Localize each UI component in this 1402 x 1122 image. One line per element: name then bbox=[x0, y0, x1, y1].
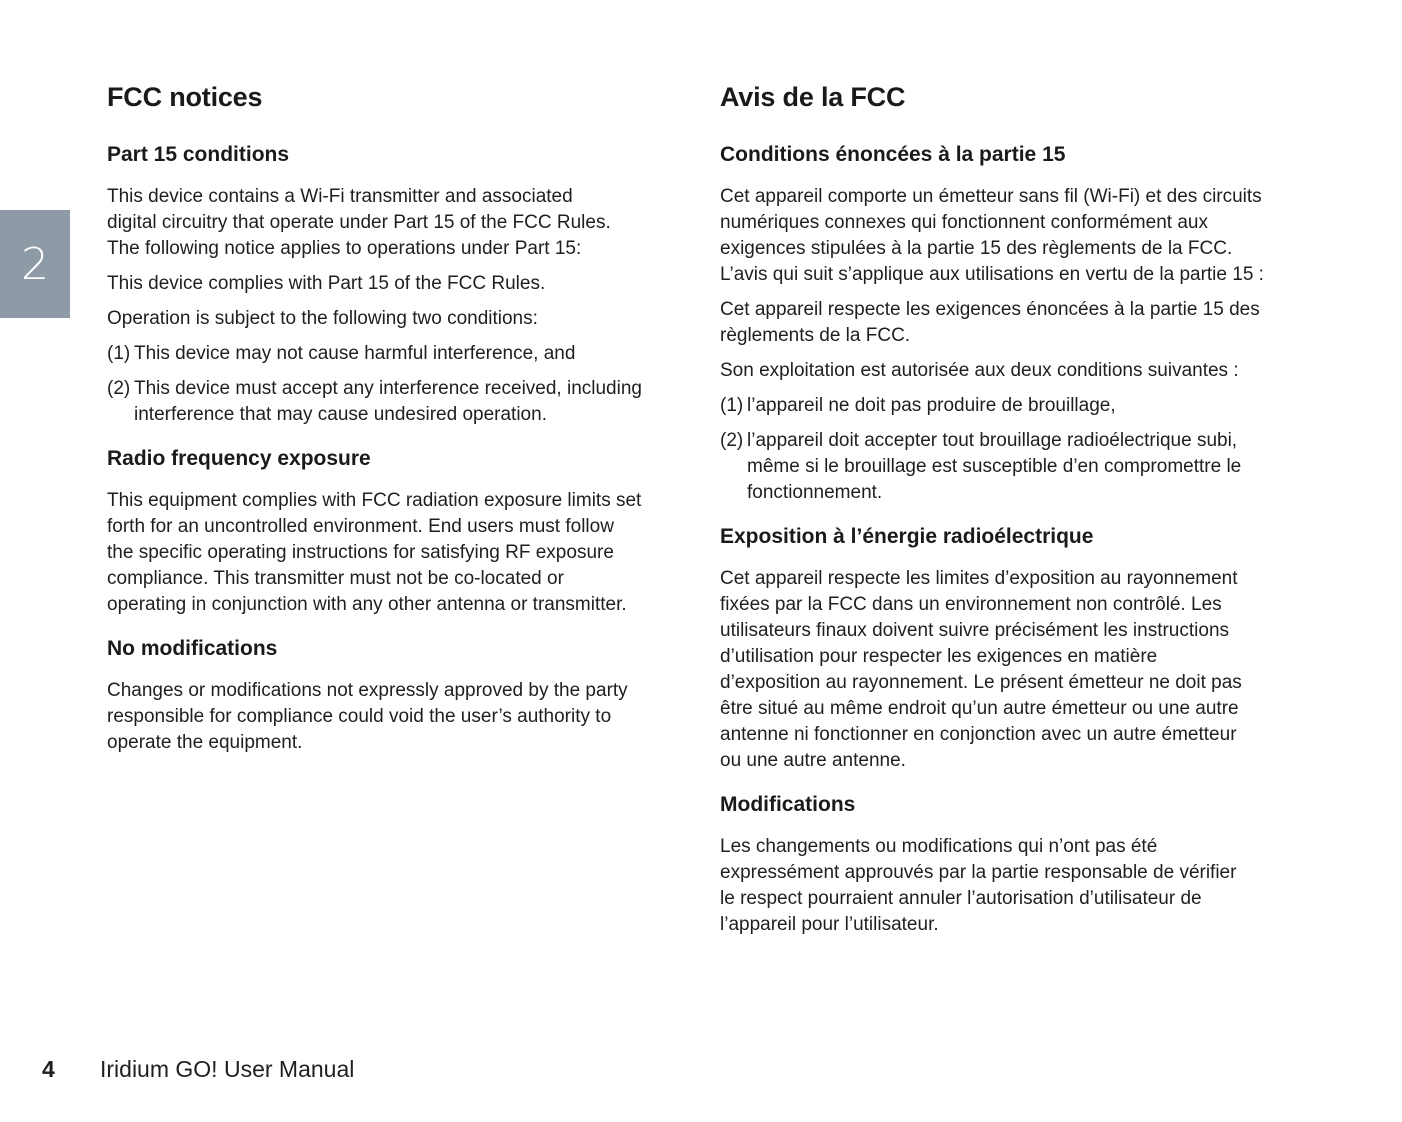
section-heading: No modifications bbox=[107, 637, 278, 660]
list-number: (1) bbox=[720, 395, 744, 416]
list-text: l’appareil ne doit pas produire de brouillage, bbox=[747, 395, 1116, 416]
section-modifications-fr bbox=[720, 792, 1320, 938]
section-heading: Part 15 conditions bbox=[107, 143, 290, 166]
list-item bbox=[107, 341, 692, 367]
list-number: (1) bbox=[107, 343, 131, 364]
french-column bbox=[720, 78, 1320, 956]
english-column bbox=[107, 78, 692, 774]
list-item bbox=[107, 376, 692, 428]
section-heading: Exposition à l’énergie radioélectrique bbox=[720, 525, 1094, 548]
list-item bbox=[720, 393, 1320, 419]
list-item bbox=[720, 428, 1320, 506]
paragraph: Cet appareil comporte un émetteur sans fil (Wi-Fi) et des circuits numériques connexes qui fonctionnent conformément aux exigences stipulées à la partie 15 des règlements de la FCC. L’avis qui suit s’applique aux utilisations en vertu de la partie 15 : bbox=[720, 186, 1264, 285]
chapter-tab: 2 bbox=[0, 210, 70, 318]
paragraph: Les changements ou modifications qui n’ont pas été expressément approuvés par la partie responsable de vérifier le respect pourraient annuler l’autorisation d’utilisateur de l’appareil pour l’utilisateur. bbox=[720, 836, 1237, 935]
page-footer bbox=[42, 1053, 354, 1085]
page-title-en: FCC notices bbox=[107, 82, 263, 112]
paragraph: This device complies with Part 15 of the FCC Rules. bbox=[107, 273, 546, 294]
section-no-modifications-en bbox=[107, 636, 692, 756]
list-text: This device must accept any interference received, including interference that may cause undesired operation. bbox=[134, 378, 642, 425]
section-heading: Modifications bbox=[720, 793, 856, 816]
paragraph: Cet appareil respecte les limites d’exposition au rayonnement fixées par la FCC dans un environnement non contrôlé. Les utilisateurs finaux doivent suivre précisément les instructions d’utilisation pour respecter les exigences en matière d’exposition au rayonnement. Le présent émetteur ne doit pas être situé au même endroit qu’un autre émetteur ou une autre antenne ni fonctionner en conjonction avec un autre émetteur ou une autre antenne. bbox=[720, 568, 1242, 771]
section-part15-en bbox=[107, 142, 692, 428]
paragraph: Changes or modifications not expressly approved by the party responsible for compliance could void the user’s authority to operate the equipment. bbox=[107, 680, 628, 753]
list-text: l’appareil doit accepter tout brouillage radioélectrique subi, même si le brouillage est susceptible d’en compromettre le fonctionnement. bbox=[747, 430, 1242, 503]
paragraph: This device contains a Wi-Fi transmitter and associated digital circuitry that operate under Part 15 of the FCC Rules. The following notice applies to operations under Part 15: bbox=[107, 186, 611, 259]
section-heading: Conditions énoncées à la partie 15 bbox=[720, 143, 1066, 166]
list-text: This device may not cause harmful interference, and bbox=[134, 343, 576, 364]
page-number: 4 bbox=[42, 1056, 55, 1082]
list-number: (2) bbox=[107, 378, 131, 399]
list-number: (2) bbox=[720, 430, 744, 451]
paragraph: This equipment complies with FCC radiation exposure limits set forth for an uncontrolled environment. End users must follow the specific operating instructions for satisfying RF exposure compliance. This transmitter must not be co-located or operating in conjunction with any other antenna or transmitter. bbox=[107, 490, 642, 615]
manual-title: Iridium GO! User Manual bbox=[100, 1056, 355, 1082]
section-rf-exposure-fr bbox=[720, 524, 1320, 774]
paragraph: Cet appareil respecte les exigences énoncées à la partie 15 des règlements de la FCC. bbox=[720, 299, 1260, 346]
page-title-fr: Avis de la FCC bbox=[720, 82, 906, 112]
paragraph: Operation is subject to the following two conditions: bbox=[107, 308, 538, 329]
paragraph: Son exploitation est autorisée aux deux conditions suivantes : bbox=[720, 360, 1239, 381]
section-heading: Radio frequency exposure bbox=[107, 447, 371, 470]
section-part15-fr bbox=[720, 142, 1320, 506]
section-rf-exposure-en bbox=[107, 446, 692, 618]
